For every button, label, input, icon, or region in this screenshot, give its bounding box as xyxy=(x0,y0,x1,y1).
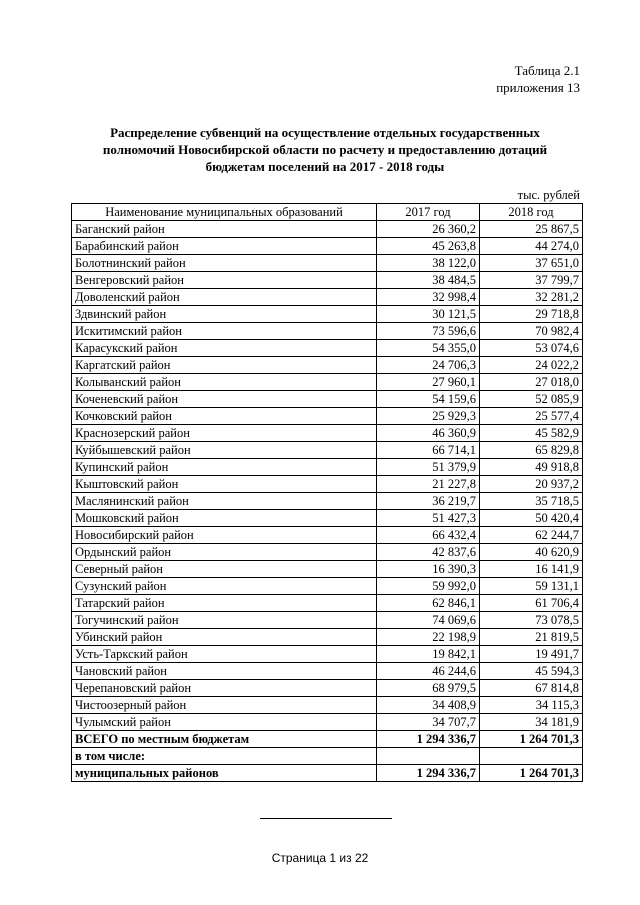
value-2017: 36 219,7 xyxy=(377,493,480,510)
table-row xyxy=(72,289,583,306)
units-label: тыс. рублей xyxy=(517,188,580,202)
value-2018: 21 819,5 xyxy=(480,629,583,646)
table-row xyxy=(72,459,583,476)
table-row xyxy=(72,272,583,289)
table-row xyxy=(72,442,583,459)
district-name: Венгеровский район xyxy=(72,272,377,289)
district-name: Новосибирский район xyxy=(72,527,377,544)
district-name: Маслянинский район xyxy=(72,493,377,510)
total-2017: 1 294 336,7 xyxy=(377,731,480,748)
district-name: Мошковский район xyxy=(72,510,377,527)
table-row xyxy=(72,510,583,527)
district-name: Каргатский район xyxy=(72,357,377,374)
value-2017: 59 992,0 xyxy=(377,578,480,595)
value-2018: 59 131,1 xyxy=(480,578,583,595)
column-header-2017: 2017 год xyxy=(377,204,480,221)
value-2017: 74 069,6 xyxy=(377,612,480,629)
district-name: Убинский район xyxy=(72,629,377,646)
value-2018: 24 022,2 xyxy=(480,357,583,374)
value-2018: 67 814,8 xyxy=(480,680,583,697)
page-footer: Страница 1 из 22 xyxy=(271,851,369,865)
value-2017: 46 244,6 xyxy=(377,663,480,680)
document-title xyxy=(70,124,580,175)
district-name: Краснозерский район xyxy=(72,425,377,442)
table-row xyxy=(72,238,583,255)
subsidy-table xyxy=(71,203,583,782)
value-2017: 54 355,0 xyxy=(377,340,480,357)
value-2017: 45 263,8 xyxy=(377,238,480,255)
value-2018: 27 018,0 xyxy=(480,374,583,391)
value-2017: 30 121,5 xyxy=(377,306,480,323)
table-row xyxy=(72,714,583,731)
table-row xyxy=(72,578,583,595)
district-name: Сузунский район xyxy=(72,578,377,595)
table-row xyxy=(72,697,583,714)
including-row xyxy=(72,748,583,765)
district-name: Чановский район xyxy=(72,663,377,680)
district-name: Чулымский район xyxy=(72,714,377,731)
value-2018: 25 867,5 xyxy=(480,221,583,238)
footnote-divider xyxy=(260,818,392,819)
value-2017: 54 159,6 xyxy=(377,391,480,408)
value-2018: 37 651,0 xyxy=(480,255,583,272)
district-name: Здвинский район xyxy=(72,306,377,323)
value-2017: 34 408,9 xyxy=(377,697,480,714)
table-row xyxy=(72,646,583,663)
value-2018: 29 718,8 xyxy=(480,306,583,323)
total-label: ВСЕГО по местным бюджетам xyxy=(72,731,377,748)
table-row xyxy=(72,323,583,340)
value-2017: 22 198,9 xyxy=(377,629,480,646)
municipal-districts-row xyxy=(72,765,583,782)
value-2017: 46 360,9 xyxy=(377,425,480,442)
district-name: Барабинский район xyxy=(72,238,377,255)
municipal-2017: 1 294 336,7 xyxy=(377,765,480,782)
title-line-2: полномочий Новосибирской области по расчету и предоставлению дотаций xyxy=(102,142,548,157)
value-2017: 34 707,7 xyxy=(377,714,480,731)
value-2018: 65 829,8 xyxy=(480,442,583,459)
value-2018: 45 594,3 xyxy=(480,663,583,680)
district-name: Баганский район xyxy=(72,221,377,238)
value-2018: 32 281,2 xyxy=(480,289,583,306)
value-2017: 51 379,9 xyxy=(377,459,480,476)
value-2018: 52 085,9 xyxy=(480,391,583,408)
value-2017: 66 432,4 xyxy=(377,527,480,544)
table-row xyxy=(72,408,583,425)
value-2017: 19 842,1 xyxy=(377,646,480,663)
district-name: Черепановский район xyxy=(72,680,377,697)
municipal-2018: 1 264 701,3 xyxy=(480,765,583,782)
table-row xyxy=(72,255,583,272)
appendix-number: приложения 13 xyxy=(496,80,580,95)
value-2018: 45 582,9 xyxy=(480,425,583,442)
table-row xyxy=(72,340,583,357)
value-2017: 42 837,6 xyxy=(377,544,480,561)
value-2018: 40 620,9 xyxy=(480,544,583,561)
value-2018: 73 078,5 xyxy=(480,612,583,629)
value-2018: 20 937,2 xyxy=(480,476,583,493)
district-name: Болотнинский район xyxy=(72,255,377,272)
table-row xyxy=(72,391,583,408)
table-row xyxy=(72,476,583,493)
value-2017: 62 846,1 xyxy=(377,595,480,612)
value-2018: 44 274,0 xyxy=(480,238,583,255)
table-header-row xyxy=(72,204,583,221)
value-2017: 38 484,5 xyxy=(377,272,480,289)
value-2018: 49 918,8 xyxy=(480,459,583,476)
value-2018: 70 982,4 xyxy=(480,323,583,340)
table-row xyxy=(72,595,583,612)
value-2018: 34 181,9 xyxy=(480,714,583,731)
table-row xyxy=(72,629,583,646)
value-2018: 61 706,4 xyxy=(480,595,583,612)
table-row xyxy=(72,221,583,238)
table-row xyxy=(72,680,583,697)
district-name: Куйбышевский район xyxy=(72,442,377,459)
district-name: Северный район xyxy=(72,561,377,578)
value-2017: 51 427,3 xyxy=(377,510,480,527)
district-name: Ордынский район xyxy=(72,544,377,561)
district-name: Чистоозерный район xyxy=(72,697,377,714)
value-2017: 68 979,5 xyxy=(377,680,480,697)
value-2017: 73 596,6 xyxy=(377,323,480,340)
value-2018: 37 799,7 xyxy=(480,272,583,289)
district-name: Тогучинский район xyxy=(72,612,377,629)
total-row xyxy=(72,731,583,748)
column-header-2018: 2018 год xyxy=(480,204,583,221)
table-row xyxy=(72,663,583,680)
value-2018: 53 074,6 xyxy=(480,340,583,357)
value-2017: 66 714,1 xyxy=(377,442,480,459)
value-2017: 21 227,8 xyxy=(377,476,480,493)
including-label: в том числе: xyxy=(72,748,377,765)
district-name: Кыштовский район xyxy=(72,476,377,493)
value-2018: 62 244,7 xyxy=(480,527,583,544)
table-row xyxy=(72,493,583,510)
table-row xyxy=(72,561,583,578)
value-2018: 19 491,7 xyxy=(480,646,583,663)
table-row xyxy=(72,357,583,374)
value-2017: 38 122,0 xyxy=(377,255,480,272)
table-number: Таблица 2.1 xyxy=(514,63,580,78)
value-2017: 24 706,3 xyxy=(377,357,480,374)
table-reference xyxy=(496,62,580,96)
table-row xyxy=(72,425,583,442)
value-2017: 25 929,3 xyxy=(377,408,480,425)
district-name: Усть-Таркский район xyxy=(72,646,377,663)
value-2017: 27 960,1 xyxy=(377,374,480,391)
table-row xyxy=(72,612,583,629)
value-2018: 25 577,4 xyxy=(480,408,583,425)
value-2017: 26 360,2 xyxy=(377,221,480,238)
district-name: Искитимский район xyxy=(72,323,377,340)
total-2018: 1 264 701,3 xyxy=(480,731,583,748)
value-2018: 35 718,5 xyxy=(480,493,583,510)
column-header-name: Наименование муниципальных образований xyxy=(72,204,377,221)
value-2018: 16 141,9 xyxy=(480,561,583,578)
table-row xyxy=(72,544,583,561)
district-name: Колыванский район xyxy=(72,374,377,391)
value-2018: 50 420,4 xyxy=(480,510,583,527)
title-line-3: бюджетам поселений на 2017 - 2018 годы xyxy=(205,159,445,174)
table-row xyxy=(72,527,583,544)
district-name: Коченевский район xyxy=(72,391,377,408)
value-2018: 34 115,3 xyxy=(480,697,583,714)
value-2017: 16 390,3 xyxy=(377,561,480,578)
district-name: Купинский район xyxy=(72,459,377,476)
value-2017: 32 998,4 xyxy=(377,289,480,306)
district-name: Кочковский район xyxy=(72,408,377,425)
table-body xyxy=(72,221,583,731)
municipal-label: муниципальных районов xyxy=(72,765,377,782)
district-name: Доволенский район xyxy=(72,289,377,306)
title-line-1: Распределение субвенций на осуществление отдельных государственных xyxy=(110,125,540,140)
table-row xyxy=(72,374,583,391)
district-name: Карасукский район xyxy=(72,340,377,357)
table-row xyxy=(72,306,583,323)
district-name: Татарский район xyxy=(72,595,377,612)
